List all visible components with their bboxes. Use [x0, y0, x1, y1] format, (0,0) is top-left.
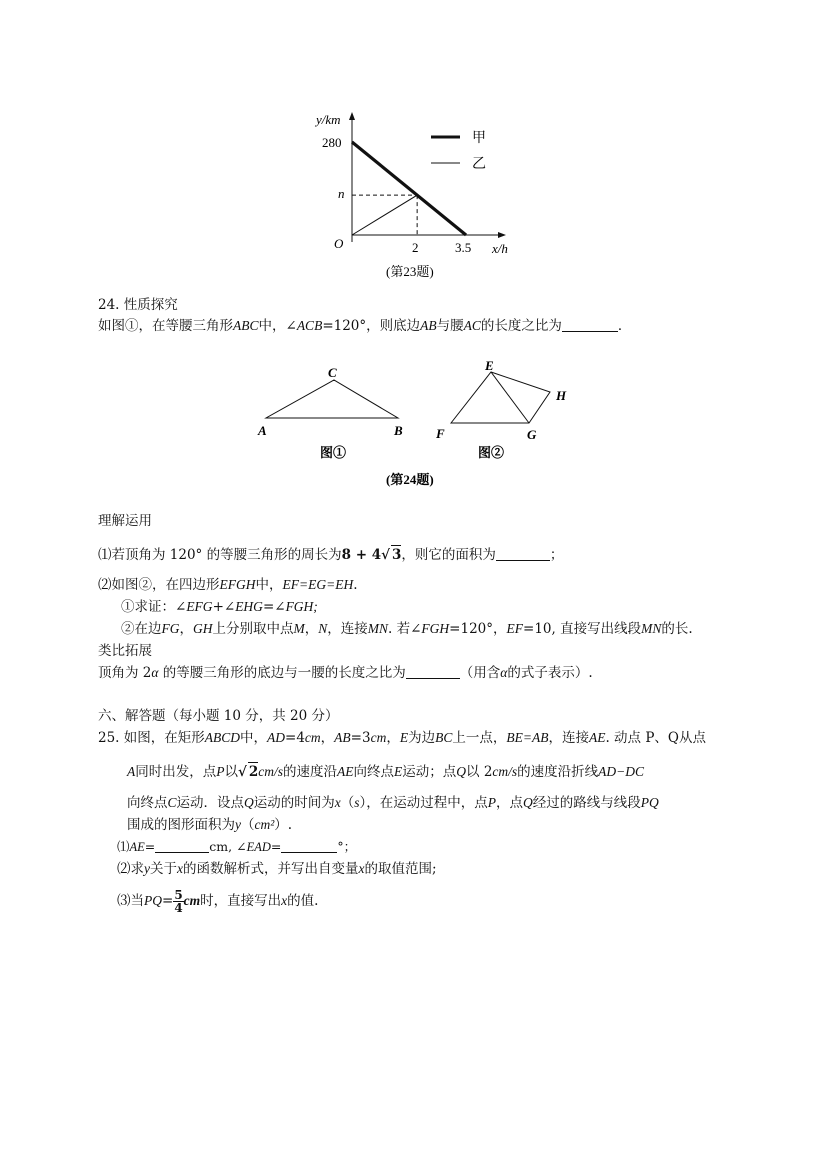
- x-tick-35: 3.5: [455, 240, 472, 255]
- y-tick-n: n: [338, 186, 345, 201]
- q24-extend: 顶角为 2α 的等腰三角形的底边与一腰的长度之比为 （用含α的式子表示）.: [98, 665, 593, 681]
- series-line-yi: [352, 195, 466, 235]
- q24-intro: 如图①，在等腰三角形ABC中，∠ACB=120°，则底边AB与腰AC的长度之比为 ．: [98, 318, 632, 334]
- point-g: G: [527, 427, 537, 442]
- fig23-series-group: [352, 142, 466, 235]
- q24-part2: ⑵如图②，在四边形EFGH中，EF=EG=EH.: [98, 577, 358, 593]
- q24-part2-ii: ②在边FG，GH上分别取中点M，N，连接MN. 若∠FGH=120°，EF=10, 直接写出线段MN的长.: [121, 621, 693, 637]
- q25-line4: 围成的图形面积为y（cm²）.: [127, 817, 293, 833]
- y-axis-label: y/km: [316, 112, 341, 127]
- fraction-5-4: $\frac{5}{4}$: [174, 888, 183, 915]
- fig1-label: 图①: [320, 445, 347, 460]
- point-b: B: [394, 423, 403, 438]
- point-e: E: [485, 360, 494, 373]
- x-tick-2: 2: [412, 240, 419, 255]
- point-c: C: [328, 365, 337, 380]
- y-tick-280: 280: [322, 135, 342, 150]
- answer-blank: [562, 317, 618, 332]
- ratio-blank: [406, 664, 460, 679]
- area-blank: [496, 546, 550, 561]
- origin-label: O: [334, 236, 344, 251]
- q25-sub1: ⑴AE= cm, ∠EAD= °；: [117, 839, 357, 854]
- q25-sub2: ⑵求y关于x的函数解析式，并写出自变量x的取值范围;: [117, 861, 437, 877]
- fig23-chart: [300, 106, 530, 281]
- point-h: H: [556, 388, 567, 403]
- q24-title: 24. 性质探究: [98, 297, 178, 313]
- fig24-caption: (第24题): [386, 472, 434, 487]
- point-a: A: [258, 423, 267, 438]
- ae-blank: [155, 838, 209, 853]
- q24-sub-extend: 类比拓展: [98, 643, 152, 659]
- q25-line2: A同时出发，点P以√ 2cm/s的速度沿AE向终点E运动；点Q以 2cm/s的速度沿折线AD−DC: [127, 764, 645, 780]
- q24-part1: ⑴若顶角为 120° 的等腰三角形的周长为8 + 4√ 3，则它的面积为 ；: [98, 547, 564, 563]
- y-axis-arrow: [349, 112, 355, 120]
- legend-jia-label: 甲: [472, 131, 486, 146]
- q24-sub-understand: 理解运用: [98, 513, 152, 529]
- angle-blank: [281, 838, 337, 853]
- q25-sub3: ⑶当PQ= $\frac{5}{4}$ cm时，直接写出x的值.: [117, 888, 319, 915]
- legend-yi-label: 乙: [472, 157, 486, 172]
- q25-line3: 向终点C运动．设点Q运动的时间为x（s），在运动过程中，点P，点Q经过的路线与线段PQ: [127, 795, 659, 811]
- quad-efgh: [451, 372, 550, 423]
- x-axis-label: x/h: [492, 241, 508, 256]
- fig24-diagrams: [250, 360, 580, 490]
- q25-line1: 25. 如图，在矩形ABCD中，AD=4cm，AB=3cm，E为边BC上一点，BE=AB，连接AE. 动点 P、Q从点: [98, 730, 706, 746]
- triangle-abc: [266, 380, 398, 418]
- section6-title: 六、解答题（每小题 10 分，共 20 分）: [98, 708, 339, 724]
- fig2-label: 图②: [478, 445, 505, 460]
- segment-eg: [491, 372, 529, 423]
- point-f: F: [436, 426, 445, 441]
- fig23-caption: (第23题): [386, 264, 434, 279]
- q24-part2-i: ①求证：∠EFG+∠EHG=∠FGH;: [121, 599, 318, 615]
- x-axis-arrow: [498, 232, 506, 238]
